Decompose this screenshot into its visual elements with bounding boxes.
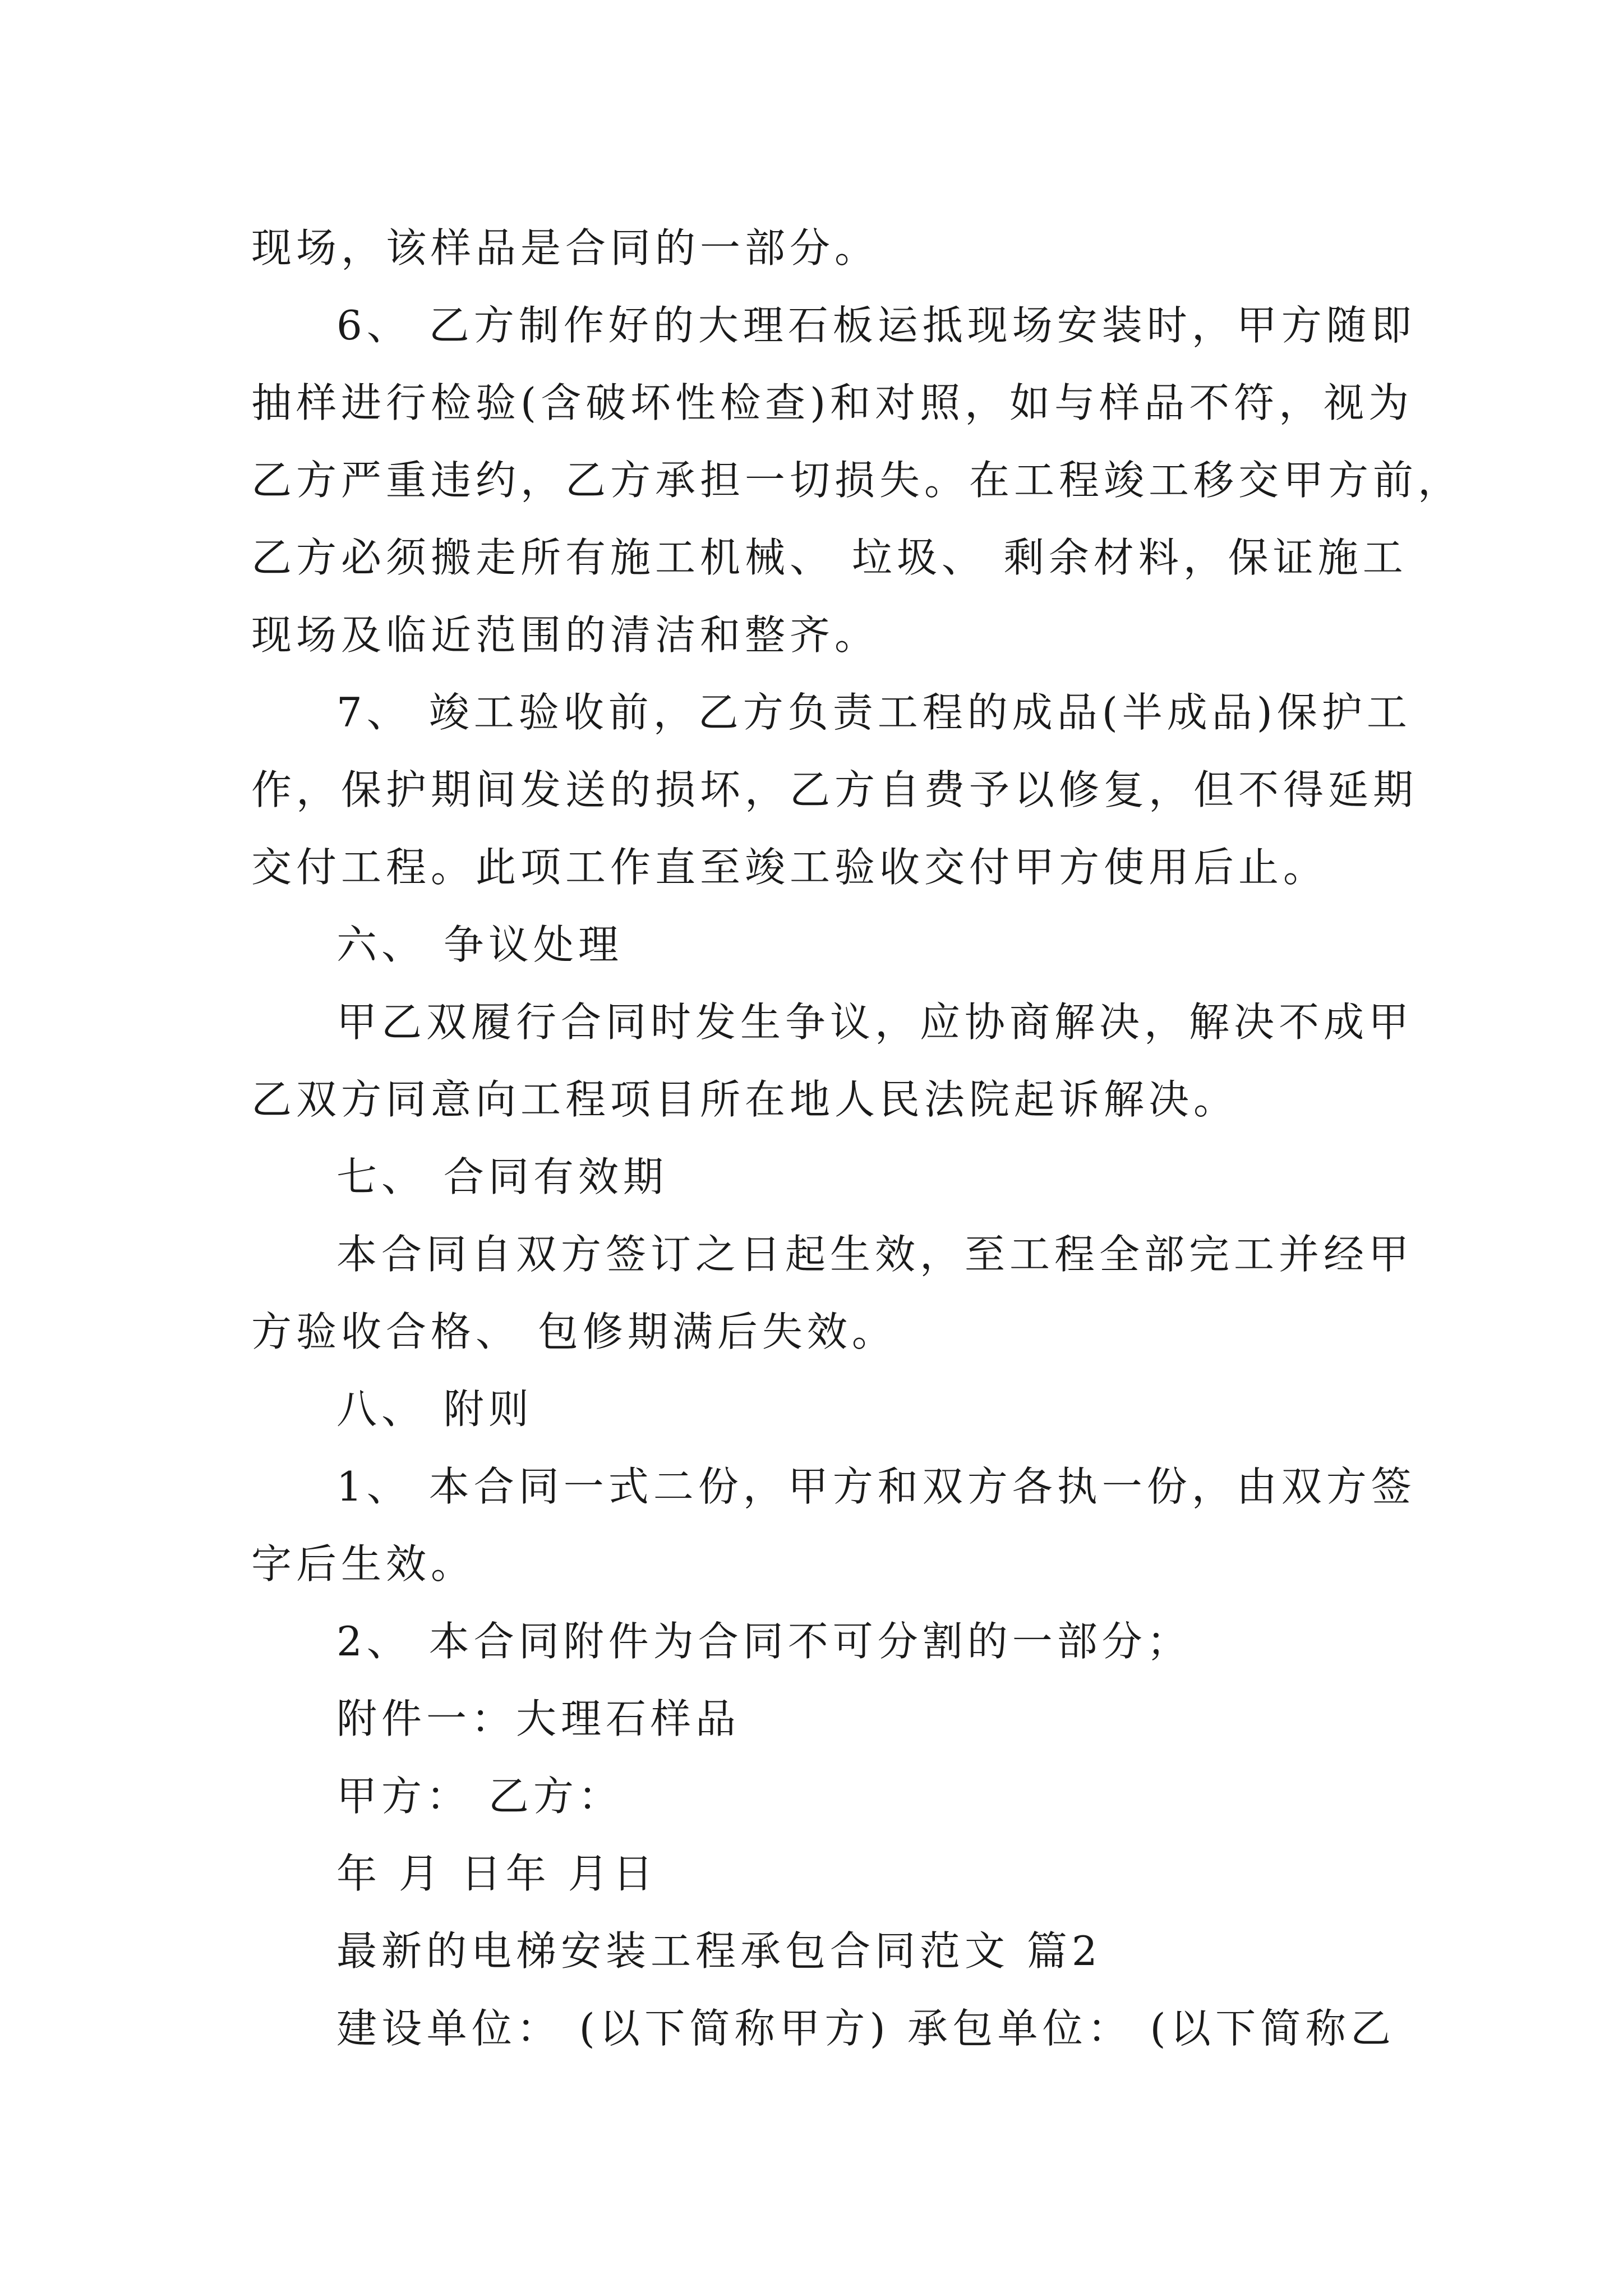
text-line: 交付工程。此项工作直至竣工验收交付甲方使用后止。 xyxy=(251,844,1329,891)
text-line: 6、 乙方制作好的大理石板运抵现场安装时，甲方随即 xyxy=(336,302,1416,349)
text-line: 建设单位： (以下简称甲方) 承包单位： (以下简称乙 xyxy=(336,2005,1395,2052)
text-line: 本合同自双方签订之日起生效，至工程全部完工并经甲 xyxy=(336,1231,1414,1278)
section-heading: 八、 附则 xyxy=(336,1386,533,1433)
text-line: 乙方严重违约，乙方承担一切损失。在工程竣工移交甲方前， xyxy=(251,457,1463,504)
text-line: 2、 本合同附件为合同不可分割的一部分； xyxy=(336,1618,1192,1665)
text-line: 方验收合格、 包修期满后失效。 xyxy=(251,1308,897,1355)
text-line: 字后生效。 xyxy=(251,1540,476,1588)
text-line: 7、 竣工验收前，乙方负责工程的成品(半成品)保护工 xyxy=(336,689,1412,736)
section-heading: 六、 争议处理 xyxy=(336,921,623,968)
signature-parties: 甲方： 乙方： xyxy=(336,1773,623,1820)
signature-dates: 年 月 日年 月日 xyxy=(336,1850,658,1897)
text-line: 乙方必须搬走所有施工机械、 垃圾、 剩余材料，保证施工 xyxy=(251,534,1408,581)
text-line: 作，保护期间发送的损坏，乙方自费予以修复，但不得延期 xyxy=(251,766,1418,813)
text-line: 现场及临近范围的清洁和整齐。 xyxy=(251,611,880,659)
text-line: 抽样进行检验(含破坏性检查)和对照，如与样品不符，视为 xyxy=(251,379,1414,426)
text-line: 乙双方同意向工程项目所在地人民法院起诉解决。 xyxy=(251,1076,1239,1123)
text-line: 现场，该样品是合同的一部分。 xyxy=(251,224,880,272)
text-line: 甲乙双履行合同时发生争议，应协商解决，解决不成甲 xyxy=(336,999,1414,1046)
text-line: 附件一：大理石样品 xyxy=(336,1695,741,1742)
section-heading: 七、 合同有效期 xyxy=(336,1153,668,1200)
document-subtitle: 最新的电梯安装工程承包合同范文 篇2 xyxy=(336,1927,1102,1975)
text-line: 1、 本合同一式二份，甲方和双方各执一份，由双方签 xyxy=(336,1463,1416,1510)
